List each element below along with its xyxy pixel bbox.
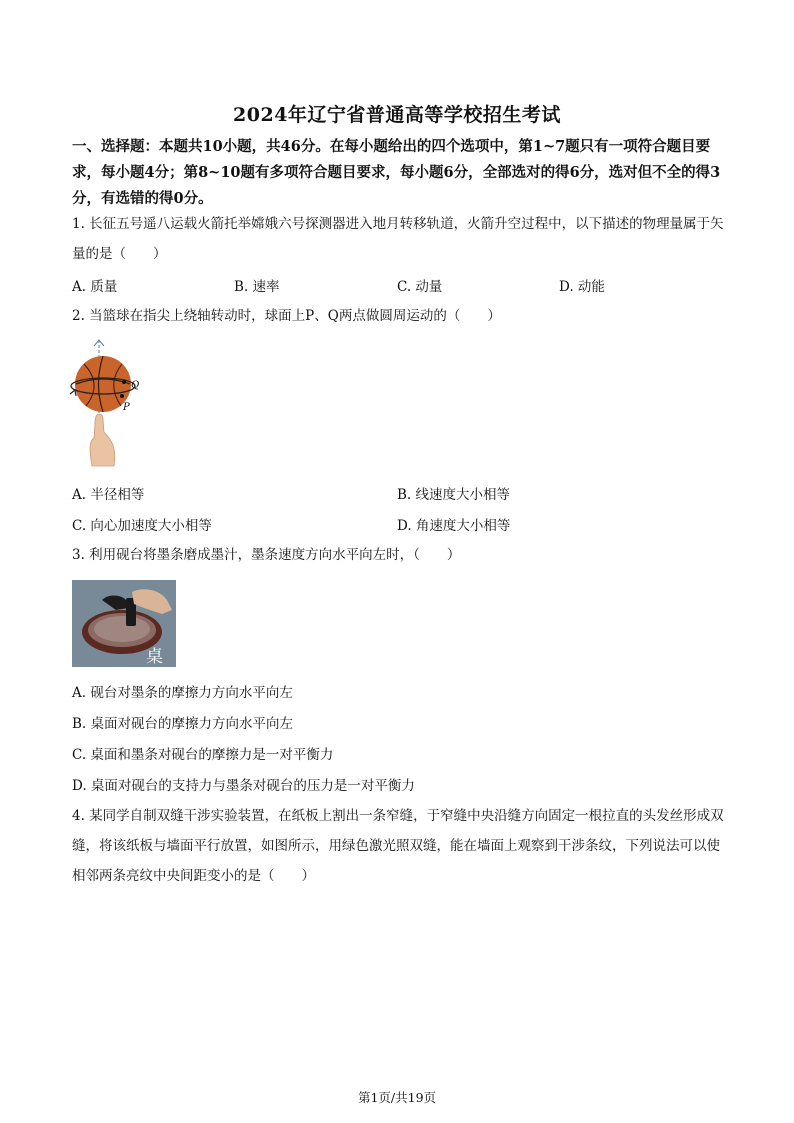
question-1-option-c: C. 动量 bbox=[397, 279, 443, 295]
question-1-option-d: D. 动能 bbox=[559, 279, 605, 295]
page-title: 2024年辽宁省普通高等学校招生考试 bbox=[233, 104, 561, 126]
question-1-stem: 1. 长征五号遥八运载火箭托举嫦娥六号探测器进入地月转移轨道，火箭升空过程中，以下描述的物理量属于矢量的是（ ） bbox=[72, 216, 724, 262]
question-3-stem: 3. 利用砚台将墨条磨成墨汁，墨条速度方向水平向左时，（ ） bbox=[72, 547, 461, 563]
question-4-stem: 4. 某同学自制双缝干涉实验装置，在纸板上割出一条窄缝，于窄缝中央沿缝方向固定一根拉直的头发丝形成双缝，将该纸板与墙面平行放置，如图所示，用绿色激光照双缝，能在墙面上观察到干涉条纹，下列说法可以使相邻两条亮纹中央间距变小的是（ ） bbox=[72, 808, 724, 884]
inkstone-photo bbox=[72, 580, 176, 667]
table-label: 桌 bbox=[146, 647, 163, 667]
basketball-on-finger-figure bbox=[66, 338, 146, 470]
point-p-label: P bbox=[123, 402, 130, 413]
page-footer: 第1页/共19页 bbox=[357, 1090, 437, 1105]
point-q-label: Q bbox=[131, 380, 140, 391]
question-3-option-c: C. 桌面和墨条对砚台的摩擦力是一对平衡力 bbox=[72, 747, 334, 763]
question-3-option-b: B. 桌面对砚台的摩擦力方向水平向左 bbox=[72, 716, 294, 732]
section-header: 一、选择题：本题共10小题，共46分。在每小题给出的四个选项中，第1~7题只有一项符合题目要求，每小题4分；第8~10题有多项符合题目要求，每小题6分，全部选对的得6分，选对但不全的得3分，有选错的得0分。 bbox=[72, 138, 721, 207]
question-2-option-b: B. 线速度大小相等 bbox=[397, 487, 511, 503]
question-2-option-a: A. 半径相等 bbox=[72, 487, 145, 503]
question-1-option-a: A. 质量 bbox=[72, 279, 118, 295]
question-2-option-c: C. 向心加速度大小相等 bbox=[72, 518, 212, 534]
question-1-option-b: B. 速率 bbox=[234, 279, 280, 295]
question-3-option-a: A. 砚台对墨条的摩擦力方向水平向左 bbox=[72, 685, 293, 701]
question-2-stem: 2. 当篮球在指尖上绕轴转动时，球面上P、Q两点做圆周运动的（ ） bbox=[72, 308, 501, 324]
question-3-option-d: D. 桌面对砚台的支持力与墨条对砚台的压力是一对平衡力 bbox=[72, 778, 415, 794]
question-2-option-d: D. 角速度大小相等 bbox=[397, 518, 511, 534]
